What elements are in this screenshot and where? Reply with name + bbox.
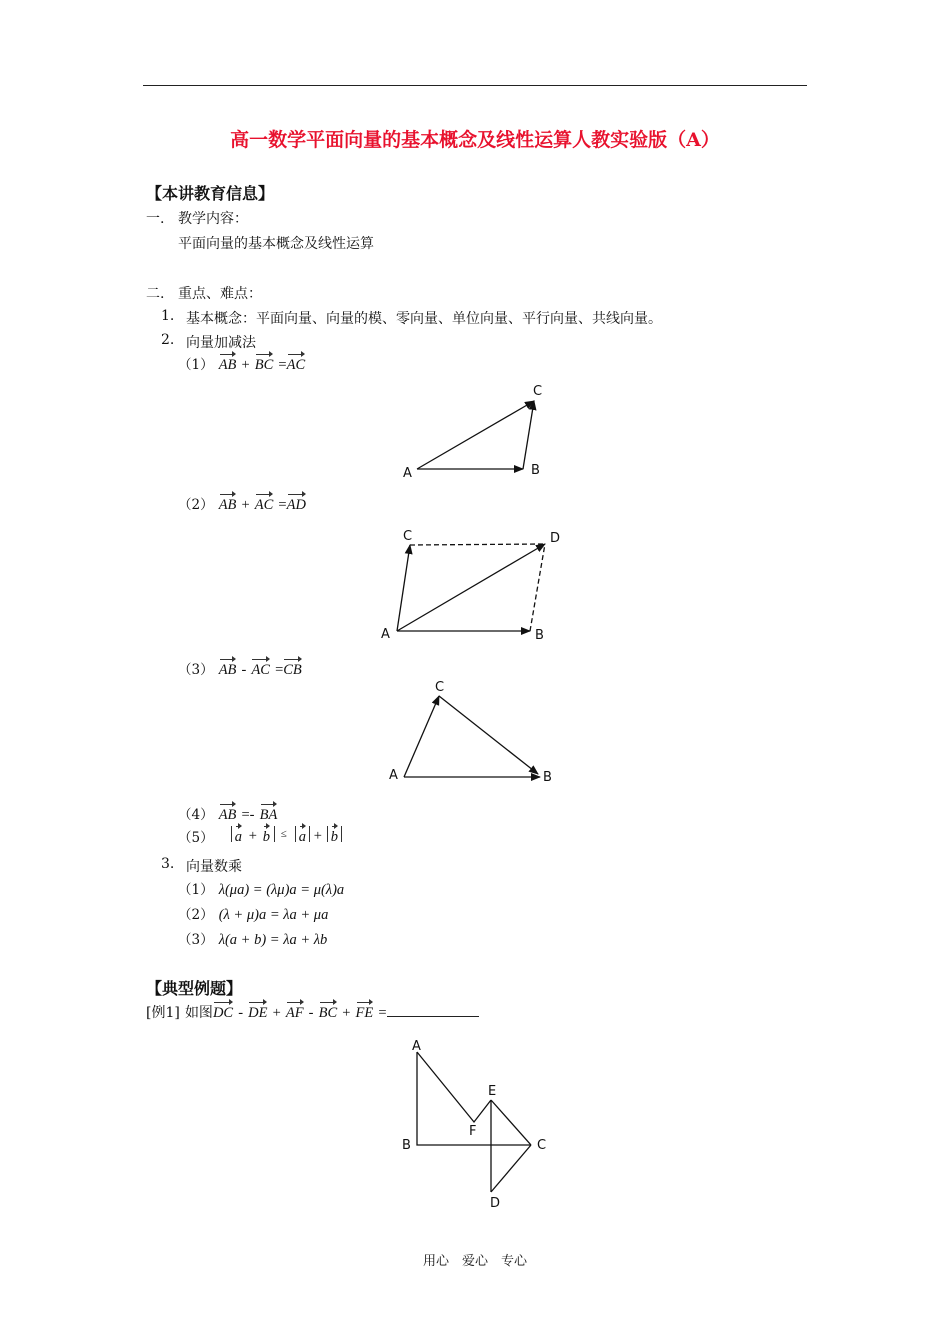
page-title: 高一数学平面向量的基本概念及线性运算人教实验版（A） xyxy=(230,129,720,151)
point-label-b: B xyxy=(535,628,544,643)
point-label-b: B xyxy=(402,1138,411,1153)
operator: = xyxy=(275,662,284,678)
formula-scalar-1 xyxy=(178,878,344,899)
item1-body: 平面向量的基本概念及线性运算 xyxy=(178,236,374,252)
point-label-f: F xyxy=(469,1124,477,1139)
formula-add-1 xyxy=(178,353,305,374)
sub1-text: 基本概念：平面向量、向量的模、零向量、单位向量、平行向量、共线向量。 xyxy=(186,311,662,327)
section-header-examples: 【典型例题】 xyxy=(146,979,243,998)
formula-number: （3） xyxy=(178,932,214,948)
example-text: 如图 xyxy=(184,1005,213,1021)
vector: a xyxy=(299,826,306,846)
operator: = xyxy=(278,497,287,513)
operator: + xyxy=(248,828,257,844)
operator: = xyxy=(378,1005,387,1021)
parallelogram-addition-figure xyxy=(375,525,575,650)
formula-expression: λ(μa) = (λμ)a = μ(λ)a xyxy=(218,882,345,898)
operator: - xyxy=(308,1005,314,1021)
point-label-c: C xyxy=(403,529,413,544)
vector: AB xyxy=(219,354,237,374)
point-label-a: A xyxy=(389,768,398,783)
sub3-text: 向量数乘 xyxy=(186,859,242,875)
formula-number: （1） xyxy=(178,882,214,898)
vector: b xyxy=(331,826,338,846)
example-geometry-figure xyxy=(395,1035,560,1215)
point-label-c: C xyxy=(435,680,445,695)
operator: + xyxy=(241,497,250,513)
point-label-b: B xyxy=(531,463,540,478)
vector: FE xyxy=(356,1002,374,1022)
item1-title: 教学内容： xyxy=(178,211,248,227)
vector: BC xyxy=(255,354,274,374)
vector: AC xyxy=(287,354,306,374)
item2-label: 二. xyxy=(146,286,165,302)
formula-number: （4） xyxy=(178,807,214,823)
formula-number: （1） xyxy=(178,357,214,373)
top-rule xyxy=(143,85,807,86)
sub2-label: 2. xyxy=(161,332,175,348)
answer-blank xyxy=(387,1002,479,1017)
page-footer: 用心 爱心 专心 xyxy=(422,1254,527,1269)
formula-scalar-2 xyxy=(178,903,328,924)
formula-expression: λ(a + b) = λa + λb xyxy=(218,932,328,948)
vector: AC xyxy=(251,659,270,679)
formula-number: （2） xyxy=(178,907,214,923)
point-label-a: A xyxy=(412,1039,421,1054)
operator: =- xyxy=(241,807,255,823)
section-header-info: 【本讲教育信息】 xyxy=(146,184,275,203)
point-label-d: D xyxy=(550,531,561,546)
formula-sub-3 xyxy=(178,658,302,679)
vector: BC xyxy=(319,1002,338,1022)
vector: a xyxy=(235,826,242,846)
triangle-subtraction-figure xyxy=(375,675,565,790)
point-label-a: A xyxy=(381,627,390,642)
example-label: [例1] xyxy=(146,1005,180,1021)
item1-label: 一. xyxy=(146,211,165,227)
sub2-text: 向量加减法 xyxy=(186,335,256,351)
vector: AD xyxy=(287,494,306,514)
point-label-b: B xyxy=(543,770,552,785)
point-label-d: D xyxy=(490,1196,501,1211)
operator: + xyxy=(313,828,322,844)
point-label-a: A xyxy=(403,466,412,481)
operator: + xyxy=(342,1005,351,1021)
example-1 xyxy=(146,1002,479,1022)
operator: + xyxy=(241,357,250,373)
operator: + xyxy=(272,1005,281,1021)
formula-number: （5） xyxy=(178,830,214,846)
sub3-label: 3. xyxy=(161,856,175,872)
operator: - xyxy=(238,1005,244,1021)
vector: AC xyxy=(255,494,274,514)
vector: b xyxy=(263,826,270,846)
sub1-label: 1. xyxy=(161,308,175,324)
vector: CB xyxy=(283,659,302,679)
vector: AB xyxy=(219,659,237,679)
vector: AB xyxy=(219,804,237,824)
point-label-c: C xyxy=(537,1138,547,1153)
formula-add-2 xyxy=(178,493,306,514)
vector: AF xyxy=(286,1002,304,1022)
operator: ≤ xyxy=(280,828,287,840)
vector: DE xyxy=(248,1002,267,1022)
triangle-addition-figure xyxy=(395,380,555,480)
operator: = xyxy=(278,357,287,373)
item2-title: 重点、难点： xyxy=(178,286,262,302)
formula-triangle-inequality-5 xyxy=(178,826,379,846)
formula-number: （3） xyxy=(178,662,214,678)
formula-number: （2） xyxy=(178,497,214,513)
point-label-c: C xyxy=(533,384,543,399)
point-label-e: E xyxy=(488,1084,497,1099)
operator: - xyxy=(241,662,247,678)
formula-scalar-3 xyxy=(178,928,327,949)
formula-expression: (λ + μ)a = λa + μa xyxy=(218,907,329,923)
vector: BA xyxy=(260,804,278,824)
formula-opposite-4 xyxy=(178,803,277,824)
vector: AB xyxy=(219,494,237,514)
vector: DC xyxy=(213,1002,233,1022)
